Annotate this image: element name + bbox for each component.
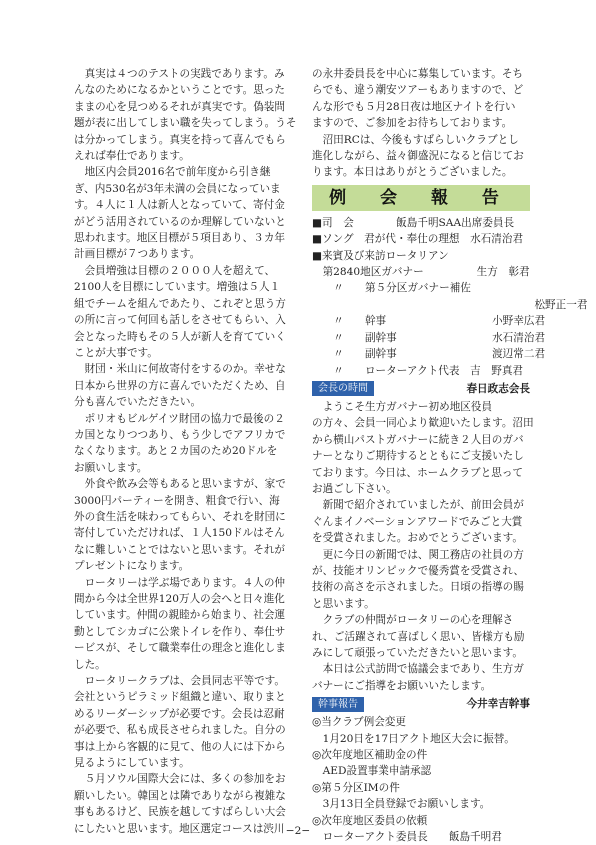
text-line: 事は上から客観的に見て、他の人には下から — [74, 740, 286, 753]
text-line: ぐんまイノベーションアワードでみごと大賞 — [312, 515, 523, 528]
text-line: なくなります。あと２カ国のため20ドルを — [74, 445, 278, 458]
text-line: した。 — [74, 658, 106, 671]
text-line: 3000円パーティーを開き、粗食で行い、海 — [74, 494, 280, 507]
report-line: ■ソング 君が代・奉仕の理想 水石清治君 — [312, 233, 524, 246]
report-line: ◎次年度地区補助金の件 — [312, 749, 428, 762]
text-line: 分も喜んでいただきたい。 — [74, 396, 202, 409]
report-line: AED設置事業申請承認 — [312, 765, 432, 778]
text-line: 更に今日の新聞では、関工務店の社員の方 — [312, 548, 524, 561]
text-line: の所に言って何回も話しをさせてもらい、入 — [74, 314, 286, 327]
president-name: 春日政志会長 — [466, 382, 530, 395]
president-time-tag: 会長の時間 — [312, 381, 374, 396]
text-line: 見るようにしています。 — [74, 757, 190, 770]
text-line: ５月ソウル国際大会には、多くの参加をお — [74, 773, 286, 786]
meeting-report-list — [312, 215, 588, 379]
text-line: しています。仲間の親睦から始まり、社会運 — [74, 609, 286, 622]
text-line: がどう活用されているのか理解していないと — [74, 215, 286, 228]
text-line: クラブの仲間がロータリーの心を理解さ — [312, 614, 514, 627]
right-column — [312, 66, 588, 845]
president-text — [312, 399, 534, 694]
text-line: 組でチームを組んであたり、これぞと思う方 — [74, 297, 286, 310]
text-line: ります。本日はありがとうございました。 — [312, 166, 513, 179]
text-line: 思われます。地区目標が５項目あり、３カ年 — [74, 232, 286, 245]
text-line: んなのためになるかということです。思った — [74, 84, 286, 97]
report-line: 3月13日全員登録でお願いします。 — [312, 798, 491, 811]
report-line: ローターアクト委員長 飯島千明君 — [312, 831, 502, 844]
intro-text — [312, 66, 530, 181]
text-line: が、技能オリンピックで優秀賞を受賞され、 — [312, 564, 525, 577]
text-line: 寄付していただければ、１人150ドルはそん — [74, 527, 285, 540]
meeting-report-title: 例 会 報 告 — [329, 187, 513, 208]
text-line: 本日は公式訪問で協議会まであり、生方ガ — [312, 663, 524, 676]
report-line: 松野正一君 — [312, 298, 588, 311]
text-line: ポリオもビルゲイツ財団の協力で最後の２ — [74, 412, 285, 425]
text-line: ービスが、そして職業奉仕の理念と進化しま — [74, 642, 286, 655]
text-line: 新聞で紹介されていましたが、前田会員が — [312, 499, 524, 512]
secretary-name: 今井幸吉幹事 — [466, 698, 530, 711]
text-line: お願いします。 — [74, 461, 148, 474]
text-line: カ国となりつつあり、もう少しでアフリカで — [74, 428, 286, 441]
text-line: 動としてシカゴに公衆トイレを作り、奉仕サ — [74, 625, 286, 638]
text-line: は分かってしまう。真実を持って喜んでもら — [74, 133, 286, 146]
text-line: 進化しながら、益々御盛況になると信じてお — [312, 150, 524, 163]
text-line: 2100人を目標にしています。増強は５人１ — [74, 281, 281, 294]
report-line: ◎第５分区IMの件 — [312, 781, 400, 794]
text-line: ますので、ご参加をお待ちしております。 — [312, 117, 513, 130]
text-line: えれば奉仕であります。 — [74, 150, 190, 163]
text-line: 計画目標が７つあります。 — [74, 248, 201, 261]
report-line: ◎当クラブ例会変更 — [312, 716, 406, 729]
text-line: の方々、会員一同心より歓迎いたします。沼田 — [312, 417, 534, 430]
report-line: 〃 副幹事 水石清治君 — [312, 331, 546, 344]
text-line: ナーとなりご期待するとともにご支援いたし — [312, 450, 524, 463]
text-line: ぎ、内530名が3年未満の会員になっていま — [74, 182, 281, 195]
left-column — [74, 66, 307, 837]
text-line: 地区内会員2016名で前年度から引き継 — [74, 166, 271, 179]
text-line: ロータリークラブは、会員同志平等です。 — [74, 675, 286, 688]
report-line: 〃 第５分区ガバナー補佐 — [312, 282, 471, 295]
text-line: んな形でも５月28日夜は地区ナイトを行い — [312, 100, 516, 113]
text-line: 技術の高さを示されました。日頃の指導の賜 — [312, 581, 524, 594]
report-line: ■来賓及び来訪ロータリアン — [312, 249, 449, 262]
text-line: バナーにご指導をお願いいたします。 — [312, 679, 492, 692]
report-line: 〃 ローターアクト代表 吉 野真君 — [312, 364, 524, 377]
text-line: なに難しいことではないと思います。それが — [74, 543, 286, 556]
text-line: 間から今は全世界120万人の会へと日々進化 — [74, 593, 285, 605]
report-line: ■司 会 飯島千明SAA出席委員長 — [312, 216, 515, 229]
text-line: 真実は４つのテストの実践であります。み — [74, 68, 285, 80]
report-line: 第2840地区ガバナー 生方 彰君 — [312, 266, 530, 279]
text-line: を受賞されました。おめでとうございます。 — [312, 532, 524, 545]
text-line: にしたいと思います。地区選定コースは渋川 — [74, 822, 285, 835]
text-line: と思います。 — [312, 597, 375, 610]
text-line: 日本から世界の方に喜んでいただくため、自 — [74, 379, 286, 392]
text-line: 会となった時もその５人が新人を育てていく — [74, 330, 286, 343]
text-line: 題が表に出してしまい職を失ってしまう。うそ — [74, 117, 297, 130]
text-line: 沼田RCは、今後もすばらしいクラブとし — [312, 133, 519, 146]
text-line: 事もあるけど、民族を越してすばらしい大会 — [74, 806, 286, 819]
text-line: 会社というピラミッド組織と違い、取りまと — [74, 691, 286, 704]
page-number: −2− — [285, 825, 311, 837]
text-line: ロータリーは学ぶ場であります。４人の仲 — [74, 576, 286, 589]
text-line: ようこそ生方ガバナー初め地区役員 — [312, 400, 493, 413]
text-line: 財団・米山に何故寄付をするのか。幸せな — [74, 363, 286, 376]
text-line: 願いしたい。韓国とは隣でありながら複雑な — [74, 789, 286, 802]
text-line: ております。今日は、ホームクラブと思って — [312, 466, 524, 479]
left-body-text — [74, 66, 307, 837]
report-line: ◎次年度地区委員の依頼 — [312, 814, 428, 827]
report-line: 〃 幹事 小野幸広君 — [312, 315, 546, 328]
text-line: 外の食生活を味わってもらい、それを財団に — [74, 510, 286, 523]
secretary-report-tag: 幹事報告 — [312, 697, 364, 712]
text-line: が必要で、私も成長させられました。自分の — [74, 724, 286, 737]
text-line: から横山パストガバナーに続き２人目のガバ — [312, 433, 524, 446]
meeting-report-banner — [312, 185, 530, 211]
secretary-section-header — [312, 696, 530, 712]
text-line: 会員増強は目標の２０００人を超えて、 — [74, 264, 276, 277]
text-line: れ、ご活躍されて喜ばしく思い、皆様方も励 — [312, 630, 525, 643]
text-line: らでも、違う潮安ツアーもありますので、ど — [312, 84, 524, 97]
text-line: お過ごし下さい。 — [312, 482, 397, 495]
text-line: プレゼントになります。 — [74, 560, 190, 573]
text-line: めるリーダーシップが必要です。会長は忍耐 — [74, 707, 285, 720]
text-line: の永井委員長を中心に募集しています。そち — [312, 68, 524, 80]
text-line: す。４人に１人は新人となっていて、寄付金 — [74, 199, 285, 212]
report-line: 〃 副幹事 渡辺常二君 — [312, 348, 546, 361]
text-line: ままの心を見つめるそれが真実です。偽装問 — [74, 100, 286, 113]
report-line: 1月20日を17日アクト地区大会に振替。 — [312, 732, 515, 745]
text-line: 外食や飲み会等もあると思いますが、家で — [74, 478, 286, 491]
president-section-header — [312, 381, 530, 397]
text-line: ことが大事です。 — [74, 346, 158, 359]
text-line: みにして頑張っていただきたいと思います。 — [312, 647, 524, 659]
